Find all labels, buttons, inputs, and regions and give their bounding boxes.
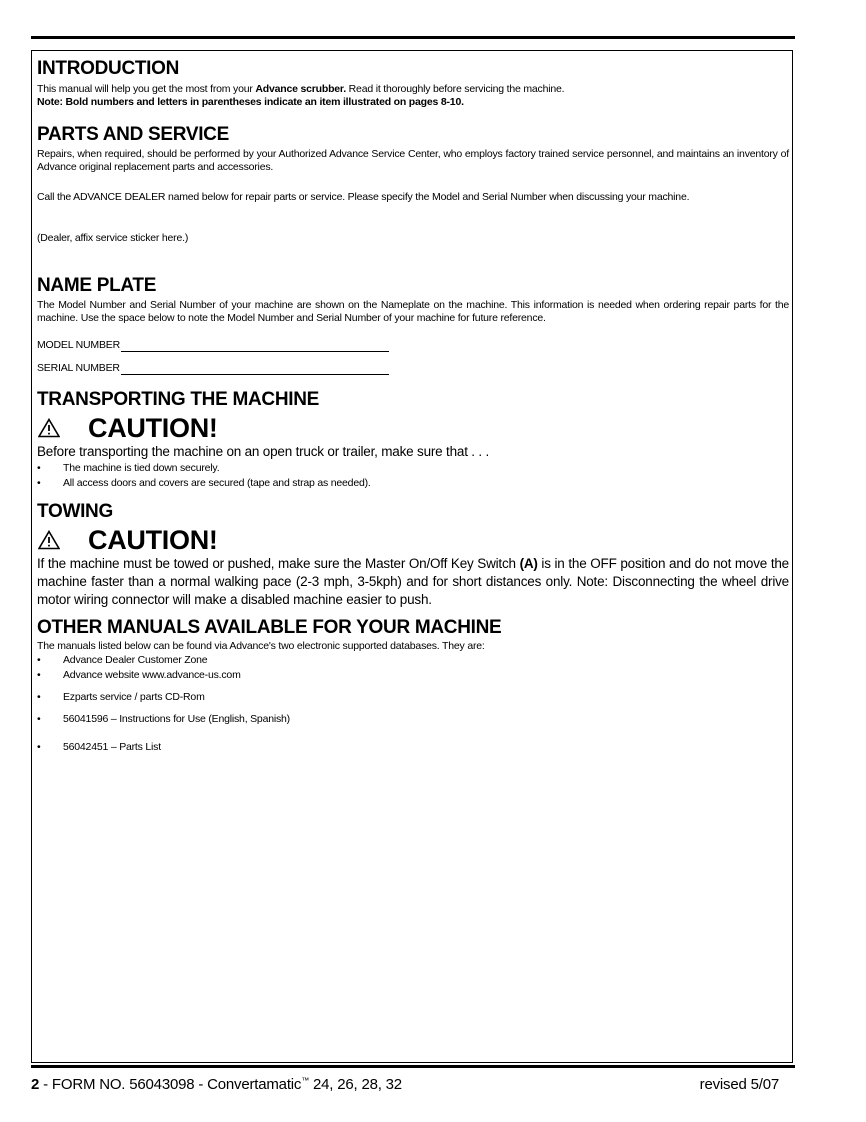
page-number: 2 <box>31 1076 40 1093</box>
towing-heading: TOWING <box>37 501 113 522</box>
warning-triangle-icon <box>38 418 60 438</box>
introduction-heading: INTRODUCTION <box>37 58 180 79</box>
introduction-note: Note: Bold numbers and letters in parentheses indicate an item illustrated on pages 8-10. <box>37 96 464 108</box>
model-number-field <box>37 339 789 352</box>
list-item: • 56041596 – Instructions for Use (English, Spanish) <box>37 712 789 727</box>
transport-lead: Before transporting the machine on an open truck or trailer, make sure that . . . <box>37 444 490 459</box>
name-plate-text: The Model Number and Serial Number of your machine are shown on the Nameplate on the machine. This information is needed when ordering repair parts for the machine. Use the space below to note the Model Number and Serial Number of your machine for future reference. <box>37 299 789 324</box>
towing-text: If the machine must be towed or pushed, make sure the Master On/Off Key Switch (A) is in the OFF position and do not move the machine faster than a normal walking pace (2-3 mph, 3-5kph) and for short distances only. Note: Disconnecting the wheel drive motor wiring connector will make a disabled machine easier to push. <box>37 556 789 607</box>
transporting-section <box>37 389 789 491</box>
manuals-list <box>37 653 789 755</box>
transport-bullets <box>37 461 789 491</box>
page-footer <box>31 1076 779 1093</box>
list-item: • Ezparts service / parts CD-Rom <box>37 690 789 705</box>
advance-scrubber-bold: Advance scrubber. <box>255 83 346 95</box>
key-switch-ref: (A) <box>519 556 538 571</box>
dealer-sticker-text: (Dealer, affix service sticker here.) <box>37 232 189 244</box>
other-manuals-section <box>37 617 789 755</box>
name-plate-section <box>37 275 789 375</box>
model-number-blank <box>121 340 389 352</box>
towing-section <box>37 501 789 609</box>
list-item: • Advance Dealer Customer Zone <box>37 653 789 668</box>
introduction-section <box>37 58 789 109</box>
list-item: • 56042451 – Parts List <box>37 740 789 755</box>
list-item: • All access doors and covers are secured (tape and strap as needed). <box>37 476 789 491</box>
top-rule <box>31 36 795 39</box>
other-manuals-intro: The manuals listed below can be found via Advance's two electronic supported databases. They are: <box>37 640 485 652</box>
model-number-label: MODEL NUMBER <box>37 339 120 351</box>
serial-number-blank <box>121 363 389 375</box>
transporting-heading: TRANSPORTING THE MACHINE <box>37 389 320 410</box>
list-item: • The machine is tied down securely. <box>37 461 789 476</box>
parts-service-section <box>37 124 789 245</box>
introduction-text: This manual will help you get the most from your Advance scrubber. Read it thoroughly before servicing the machine. <box>37 83 565 95</box>
dealer-call-text: Call the ADVANCE DEALER named below for repair parts or service. Please specify the Model and Serial Number when discussing your machine. <box>37 191 690 203</box>
serial-number-label: SERIAL NUMBER <box>37 362 120 374</box>
page-content <box>37 58 789 755</box>
warning-triangle-icon <box>38 530 60 550</box>
revision-date: revised 5/07 <box>699 1076 779 1093</box>
bottom-rule <box>31 1065 795 1068</box>
transport-caution <box>37 413 789 443</box>
caution-label: CAUTION! <box>88 412 218 443</box>
footer-form-info: 2 - FORM NO. 56043098 - Convertamatic™ 24, 26, 28, 32 <box>31 1076 402 1093</box>
name-plate-heading: NAME PLATE <box>37 275 157 296</box>
towing-caution <box>37 525 789 555</box>
parts-service-text: Repairs, when required, should be performed by your Authorized Advance Service Center, who employs factory trained service personnel, and maintains an inventory of Advance original replacement parts and accessories. <box>37 148 789 173</box>
list-item: • Advance website www.advance-us.com <box>37 668 789 683</box>
other-manuals-heading: OTHER MANUALS AVAILABLE FOR YOUR MACHINE <box>37 617 502 638</box>
caution-label: CAUTION! <box>88 524 218 555</box>
serial-number-field <box>37 362 789 375</box>
parts-service-heading: PARTS AND SERVICE <box>37 124 229 145</box>
